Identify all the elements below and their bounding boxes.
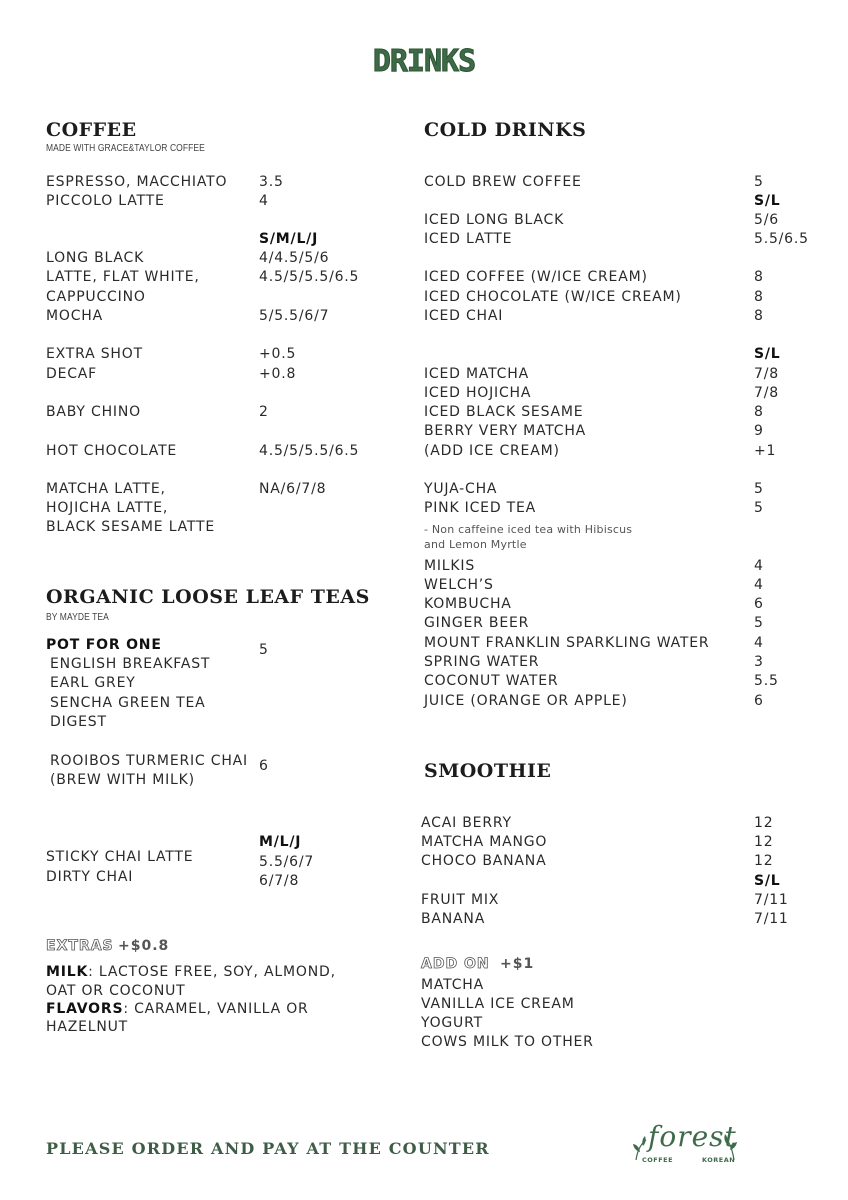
cold-item-price: 5 (754, 174, 764, 190)
cold-item-price: 8 (754, 269, 764, 285)
chai-item-name: STICKY CHAI LATTE (46, 849, 194, 865)
cold-item-price: 7/8 (754, 366, 779, 382)
coffee-item-name: ESPRESSO, MACCHIATO (46, 174, 228, 190)
pot-for-one-price: 5 (259, 642, 269, 658)
cold-item-price: 8 (754, 404, 764, 420)
cold-size-header: S/L (754, 346, 781, 362)
smoothie-item-price: 7/11 (754, 892, 789, 908)
tea-item: ROOIBOS TURMERIC CHAI (50, 753, 248, 769)
cold-item-name: COCONUT WATER (424, 673, 559, 689)
cold-item-name: MILKIS (424, 558, 476, 574)
cold-item-price: 5 (754, 615, 764, 631)
cold-item-name: COLD BREW COFFEE (424, 174, 582, 190)
cold-item-name: YUJA-CHA (424, 481, 498, 497)
logo-korean: KOREAN (702, 1156, 736, 1164)
coffee-item-name: DECAF (46, 366, 98, 382)
cold-item-name: GINGER BEER (424, 615, 530, 631)
addon-price: +$1 (500, 956, 535, 972)
extras-price: +$0.8 (118, 938, 170, 954)
smoothie-item-name: BANANA (421, 911, 486, 927)
coffee-item-name: MATCHA LATTE, (46, 481, 166, 497)
cold-item-price: 8 (754, 289, 764, 305)
teas-heading: ORGANIC LOOSE LEAF TEAS (46, 586, 370, 608)
addon-label: ADD ON (421, 956, 490, 972)
extras-flavors (46, 1000, 309, 1019)
tea-item-price: 6 (259, 758, 269, 774)
coffee-item-name: HOJICHA LATTE, (46, 500, 169, 516)
addon-item: VANILLA ICE CREAM (421, 996, 575, 1012)
coffee-item-name: MOCHA (46, 308, 103, 324)
smoothie-item-name: MATCHA MANGO (421, 834, 548, 850)
logo-coffee: COFFEE (642, 1156, 674, 1164)
coffee-item-price: 3.5 (259, 174, 284, 190)
cold-item-name: PINK ICED TEA (424, 500, 537, 516)
order-notice: PLEASE ORDER AND PAY AT THE COUNTER (46, 1139, 490, 1158)
extras-flavors-text: : CARAMEL, VANILLA OR (123, 1001, 309, 1017)
cold-item-name: ICED BLACK SESAME (424, 404, 584, 420)
tea-item: SENCHA GREEN TEA (50, 695, 206, 711)
cold-item-name: ICED MATCHA (424, 366, 529, 382)
chai-item-name: DIRTY CHAI (46, 869, 134, 885)
cold-item-name: ICED CHAI (424, 308, 504, 324)
coffee-item-price: 2 (259, 404, 269, 420)
coffee-item-name: BABY CHINO (46, 404, 141, 420)
coffee-item-price: 4.5/5/5.5/6.5 (259, 443, 360, 459)
coffee-item-name: CAPPUCCINO (46, 289, 146, 305)
forest-logo (630, 1120, 744, 1168)
coffee-item-price: 4 (259, 193, 269, 209)
coffee-size-header: S/M/L/J (259, 231, 319, 247)
teas-subtitle: BY MAYDE TEA (46, 612, 109, 623)
smoothie-heading: SMOOTHIE (424, 760, 552, 782)
menu-title: DRINKS (372, 44, 476, 79)
logo-wordmark: forest (648, 1120, 737, 1153)
cold-item-name: ICED CHOCOLATE (W/ICE CREAM) (424, 289, 682, 305)
chai-item-price: 6/7/8 (259, 873, 300, 889)
coffee-item-price: 4.5/5/5.5/6.5 (259, 269, 360, 285)
coffee-item-price: +0.8 (259, 366, 297, 382)
coffee-item-price: NA/6/7/8 (259, 481, 327, 497)
tea-item: (BREW WITH MILK) (50, 772, 195, 788)
extras-milk (46, 963, 336, 982)
cold-item-name: ICED LONG BLACK (424, 212, 565, 228)
extras-flavors-key: FLAVORS (46, 1001, 124, 1017)
cold-item-price: 5.5 (754, 673, 779, 689)
cold-item-name: JUICE (ORANGE OR APPLE) (424, 693, 628, 709)
pot-for-one-label: POT FOR ONE (46, 637, 162, 653)
cold-item-name: KOMBUCHA (424, 596, 512, 612)
cold-item-price: 8 (754, 308, 764, 324)
cold-item-name: BERRY VERY MATCHA (424, 423, 587, 439)
cold-item-name: WELCH’S (424, 577, 494, 593)
extras-milk-key: MILK (46, 964, 89, 980)
cold-item-price: 5/6 (754, 212, 779, 228)
cold-item-price: 5 (754, 481, 764, 497)
coffee-item-price: 5/5.5/6/7 (259, 308, 330, 324)
coffee-item-name: LATTE, FLAT WHITE, (46, 269, 200, 285)
tea-item: EARL GREY (50, 675, 136, 691)
cold-item-price: 4 (754, 558, 764, 574)
coffee-item-name: BLACK SESAME LATTE (46, 519, 216, 535)
cold-item-name: ICED LATTE (424, 231, 513, 247)
smoothie-item-name: CHOCO BANANA (421, 853, 547, 869)
cold-heading: COLD DRINKS (424, 119, 587, 141)
coffee-heading: COFFEE (46, 119, 137, 141)
smoothie-item-price: 7/11 (754, 911, 789, 927)
cold-item-price: 4 (754, 577, 764, 593)
addon-item: MATCHA (421, 977, 484, 993)
cold-item-price: 6 (754, 693, 764, 709)
cold-item-price: 5 (754, 500, 764, 516)
tea-item: DIGEST (50, 714, 107, 730)
smoothie-item-name: FRUIT MIX (421, 892, 500, 908)
smoothie-item-price: 12 (754, 815, 774, 831)
coffee-subtitle: MADE WITH GRACE&TAYLOR COFFEE (46, 143, 205, 154)
smoothie-item-price: 12 (754, 834, 774, 850)
cold-item-name: MOUNT FRANKLIN SPARKLING WATER (424, 635, 710, 651)
coffee-item-name: HOT CHOCOLATE (46, 443, 178, 459)
coffee-item-price: 4/4.5/5/6 (259, 250, 330, 266)
smoothie-item-price: 12 (754, 853, 774, 869)
cold-item-name: SPRING WATER (424, 654, 540, 670)
pink-tea-note: and Lemon Myrtle (424, 538, 527, 551)
extras-flavors-text: HAZELNUT (46, 1019, 129, 1035)
extras-label: EXTRAS (46, 938, 114, 954)
coffee-item-name: PICCOLO LATTE (46, 193, 165, 209)
cold-item-price: 9 (754, 423, 764, 439)
coffee-item-name: LONG BLACK (46, 250, 145, 266)
addon-item: YOGURT (421, 1015, 483, 1031)
cold-size-header: S/L (754, 193, 781, 209)
cold-item-price: 4 (754, 635, 764, 651)
chai-size-header: M/L/J (259, 834, 302, 850)
cold-item-name: ICED COFFEE (W/ICE CREAM) (424, 269, 648, 285)
pink-tea-note: - Non caffeine iced tea with Hibiscus (424, 523, 633, 536)
tea-item: ENGLISH BREAKFAST (50, 656, 211, 672)
extras-milk-text: : LACTOSE FREE, SOY, ALMOND, (88, 964, 336, 980)
cold-item-price: +1 (754, 443, 777, 459)
cold-item-name: ICED HOJICHA (424, 385, 532, 401)
cold-item-price: 5.5/6.5 (754, 231, 809, 247)
cold-item-price: 3 (754, 654, 764, 670)
smoothie-size-header: S/L (754, 873, 781, 889)
coffee-item-price: +0.5 (259, 346, 297, 362)
coffee-item-name: EXTRA SHOT (46, 346, 143, 362)
smoothie-item-name: ACAI BERRY (421, 815, 512, 831)
addon-item: COWS MILK TO OTHER (421, 1034, 594, 1050)
cold-item-price: 7/8 (754, 385, 779, 401)
cold-item-price: 6 (754, 596, 764, 612)
cold-item-name: (ADD ICE CREAM) (424, 443, 560, 459)
extras-milk-text: OAT OR COCONUT (46, 983, 186, 999)
chai-item-price: 5.5/6/7 (259, 854, 315, 870)
